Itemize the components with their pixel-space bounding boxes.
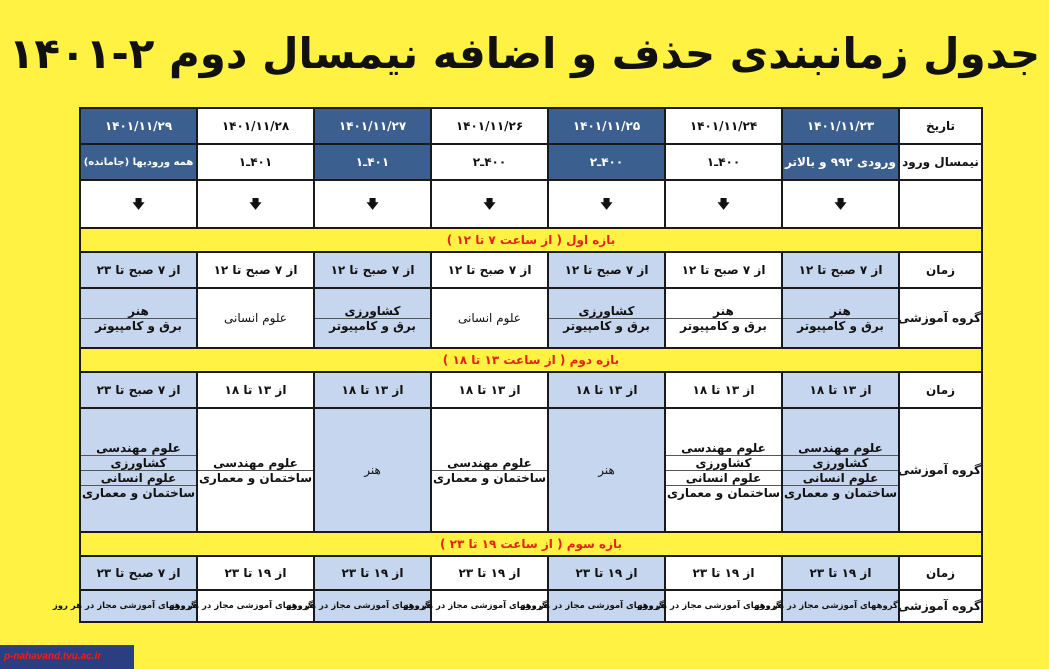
group-cell: گروههای آموزشی مجاز در هر روز xyxy=(80,590,197,622)
period2-heading: بازه دوم ( از ساعت ۱۳ تا ۱۸ ) xyxy=(80,348,982,372)
date-label: تاریخ xyxy=(899,108,982,144)
group-item: ساختمان و معماری xyxy=(666,485,781,500)
group-item: هنر xyxy=(783,304,898,319)
group-cell xyxy=(431,408,548,532)
group-item: برق و کامپیوتر xyxy=(563,318,650,333)
time-cell: از ۱۳ تا ۱۸ xyxy=(314,372,431,408)
date-cell: ۱۴۰۱/۱۱/۲۹ xyxy=(80,108,197,144)
group-cell xyxy=(665,288,782,348)
group-item: علوم مهندسی xyxy=(81,441,196,456)
group-cell: گروههای آموزشی مجاز در هر روز xyxy=(314,590,431,622)
time-cell: از ۷ صبح تا ۲۳ xyxy=(80,556,197,590)
period1-group-row xyxy=(80,288,982,348)
time-cell: از ۱۳ تا ۱۸ xyxy=(782,372,899,408)
group-cell xyxy=(80,288,197,348)
date-cell: ۱۴۰۱/۱۱/۲۶ xyxy=(431,108,548,144)
down-arrow-icon: 🡇 xyxy=(80,180,197,228)
entry-cell: ورودی ۹۹۲ و بالاتر xyxy=(782,144,899,180)
group-item: علوم انسانی xyxy=(783,470,898,485)
group-item: برق و کامپیوتر xyxy=(329,318,416,333)
group-cell: هنر xyxy=(314,408,431,532)
group-item: کشاورزی xyxy=(315,304,430,319)
entry-cell: ۴۰۰ـ۲ xyxy=(548,144,665,180)
period1-heading: بازه اول ( از ساعت ۷ تا ۱۲ ) xyxy=(80,228,982,252)
entry-cell: ۴۰۰ـ۱ xyxy=(665,144,782,180)
group-item: علوم مهندسی xyxy=(198,456,313,471)
time-cell: از ۱۳ تا ۱۸ xyxy=(197,372,314,408)
website-url[interactable]: p-nahavand.tvu.ac.ir xyxy=(0,645,134,669)
group-item: برق و کامپیوتر xyxy=(797,318,884,333)
group-label: گروه آموزشی xyxy=(899,590,982,622)
group-label: گروه آموزشی xyxy=(899,288,982,348)
time-label: زمان xyxy=(899,556,982,590)
group-cell: هنر xyxy=(548,408,665,532)
group-cell: علوم انسانی xyxy=(197,288,314,348)
time-cell: از ۱۹ تا ۲۳ xyxy=(431,556,548,590)
group-cell xyxy=(782,288,899,348)
group-item: برق و کامپیوتر xyxy=(680,318,767,333)
time-cell: از ۷ صبح تا ۱۲ xyxy=(197,252,314,288)
entry-cell: همه ورودیها (جامانده) xyxy=(80,144,197,180)
time-cell: از ۱۹ تا ۲۳ xyxy=(197,556,314,590)
time-cell: از ۷ صبح تا ۱۲ xyxy=(782,252,899,288)
group-item: ساختمان و معماری xyxy=(432,470,547,485)
period3-heading: بازه سوم ( از ساعت ۱۹ تا ۲۳ ) xyxy=(80,532,982,556)
group-item: علوم مهندسی xyxy=(666,441,781,456)
date-cell: ۱۴۰۱/۱۱/۲۸ xyxy=(197,108,314,144)
group-item: ساختمان و معماری xyxy=(198,470,313,485)
entry-cell: ۴۰۱ـ۱ xyxy=(314,144,431,180)
arrow-row xyxy=(80,180,982,228)
group-cell xyxy=(314,288,431,348)
date-cell: ۱۴۰۱/۱۱/۲۷ xyxy=(314,108,431,144)
period2-time-row xyxy=(80,372,982,408)
time-cell: از ۱۹ تا ۲۳ xyxy=(665,556,782,590)
down-arrow-icon: 🡇 xyxy=(548,180,665,228)
time-cell: از ۷ صبح تا ۱۲ xyxy=(548,252,665,288)
group-cell: علوم انسانی xyxy=(431,288,548,348)
time-cell: از ۱۹ تا ۲۳ xyxy=(314,556,431,590)
group-item: کشاورزی xyxy=(549,304,664,319)
time-cell: از ۱۹ تا ۲۳ xyxy=(782,556,899,590)
group-item: هنر xyxy=(81,304,196,319)
date-cell: ۱۴۰۱/۱۱/۲۳ xyxy=(782,108,899,144)
period3-group-row xyxy=(80,590,982,622)
group-item: برق و کامپیوتر xyxy=(95,318,182,333)
time-label: زمان xyxy=(899,252,982,288)
down-arrow-icon: 🡇 xyxy=(665,180,782,228)
group-cell: گروههای آموزشی مجاز در هر روز xyxy=(782,590,899,622)
time-cell: از ۱۳ تا ۱۸ xyxy=(548,372,665,408)
down-arrow-icon: 🡇 xyxy=(197,180,314,228)
period1-time-row xyxy=(80,252,982,288)
group-cell: گروههای آموزشی مجاز در هر روز xyxy=(431,590,548,622)
group-cell xyxy=(197,408,314,532)
time-cell: از ۷ صبح تا ۱۲ xyxy=(314,252,431,288)
group-item: ساختمان و معماری xyxy=(783,485,898,500)
time-cell: از ۷ صبح تا ۱۲ xyxy=(431,252,548,288)
group-cell xyxy=(548,288,665,348)
down-arrow-icon: 🡇 xyxy=(782,180,899,228)
time-cell: از ۱۳ تا ۱۸ xyxy=(665,372,782,408)
group-item: هنر xyxy=(666,304,781,319)
group-item: کشاورزی xyxy=(81,455,196,470)
group-item: علوم مهندسی xyxy=(783,441,898,456)
down-arrow-icon: 🡇 xyxy=(314,180,431,228)
group-label: گروه آموزشی xyxy=(899,408,982,532)
group-item: کشاورزی xyxy=(783,455,898,470)
group-item: علوم مهندسی xyxy=(432,456,547,471)
date-cell: ۱۴۰۱/۱۱/۲۴ xyxy=(665,108,782,144)
entry-cell: ۴۰۰ـ۲ xyxy=(431,144,548,180)
time-cell: از ۷ صبح تا ۲۳ xyxy=(80,372,197,408)
time-cell: از ۷ صبح تا ۲۳ xyxy=(80,252,197,288)
page-title: جدول زمانبندی حذف و اضافه نیمسال دوم ۲-۱۴۰۱ xyxy=(8,29,1041,78)
group-item: کشاورزی xyxy=(666,455,781,470)
group-cell xyxy=(80,408,197,532)
schedule-table xyxy=(52,107,983,623)
period2-group-row xyxy=(80,408,982,532)
time-cell: از ۱۳ تا ۱۸ xyxy=(431,372,548,408)
group-item: ساختمان و معماری xyxy=(81,485,196,500)
entry-cell: ۴۰۱ـ۱ xyxy=(197,144,314,180)
date-row xyxy=(80,108,982,144)
group-cell xyxy=(782,408,899,532)
period3-time-row xyxy=(80,556,982,590)
entry-row xyxy=(80,144,982,180)
group-item: علوم انسانی xyxy=(666,470,781,485)
entry-label: نیمسال ورود xyxy=(899,144,982,180)
down-arrow-icon: 🡇 xyxy=(431,180,548,228)
time-cell: از ۷ صبح تا ۱۲ xyxy=(665,252,782,288)
group-cell xyxy=(665,408,782,532)
group-cell: گروههای آموزشی مجاز در هر روز xyxy=(548,590,665,622)
time-cell: از ۱۹ تا ۲۳ xyxy=(548,556,665,590)
date-cell: ۱۴۰۱/۱۱/۲۵ xyxy=(548,108,665,144)
group-cell: گروههای آموزشی مجاز در هر روز xyxy=(665,590,782,622)
group-cell: گروههای آموزشی مجاز در هر روز xyxy=(197,590,314,622)
time-label: زمان xyxy=(899,372,982,408)
group-item: علوم انسانی xyxy=(81,470,196,485)
